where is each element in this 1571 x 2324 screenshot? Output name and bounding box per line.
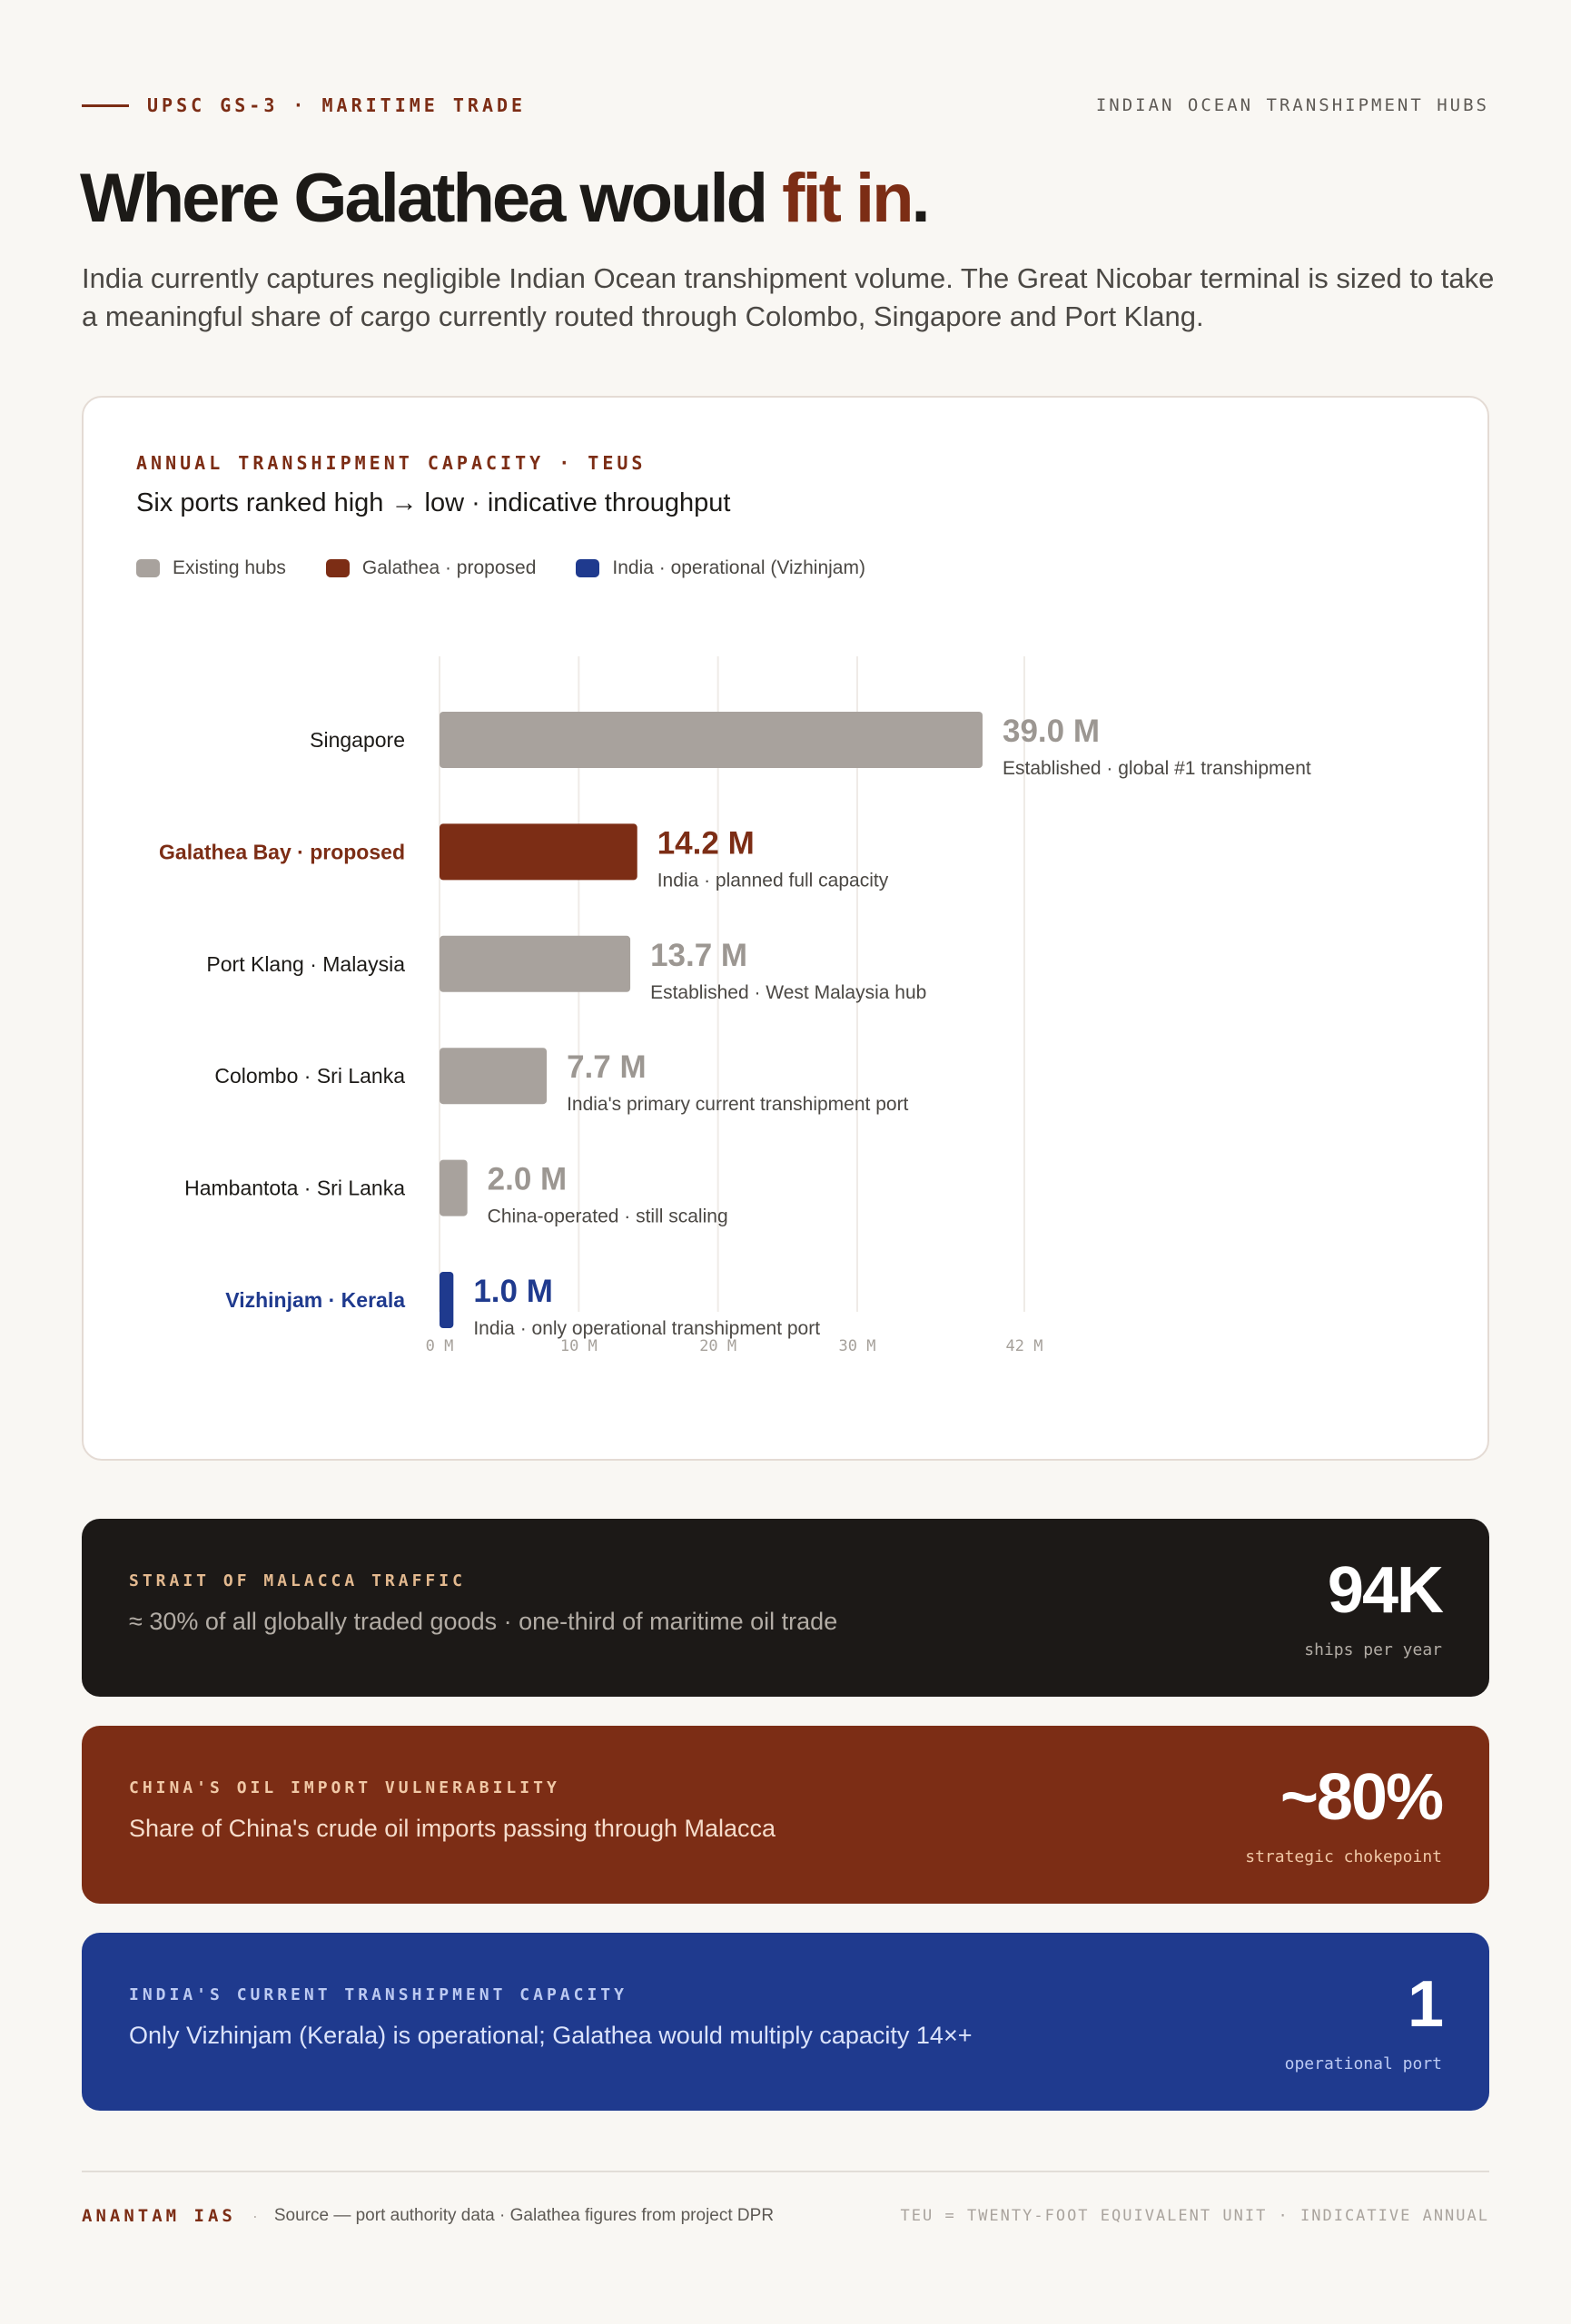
topic-label: INDIAN OCEAN TRANSHIPMENT HUBS	[1095, 95, 1489, 115]
category-label: Vizhinjam · Kerala	[225, 1288, 405, 1312]
eyebrow-label: UPSC GS-3 · MARITIME TRADE	[147, 94, 527, 116]
x-tick-label: 0 M	[425, 1337, 454, 1355]
top-bar	[82, 91, 1489, 120]
bar-annotation: Established · global #1 transhipment	[1003, 758, 1311, 779]
value-label: 2.0 M	[487, 1161, 568, 1197]
footer-separator: ·	[252, 2206, 258, 2225]
bar-annotation: India · only operational transhipment port	[473, 1318, 821, 1339]
footer	[82, 2206, 1489, 2226]
brand-name: ANANTAM IAS	[82, 2206, 236, 2226]
footer-divider	[82, 2171, 1489, 2172]
legend-label-galathea: Galathea · proposed	[361, 557, 537, 578]
stat-unit: strategic chokepoint	[1245, 1847, 1442, 1866]
category-label: Colombo · Sri Lanka	[214, 1064, 405, 1088]
stat-kicker: INDIA'S CURRENT TRANSHIPMENT CAPACITY	[129, 1985, 627, 2004]
value-label: 13.7 M	[650, 937, 748, 973]
x-tick-label: 30 M	[838, 1337, 876, 1355]
page-title	[80, 159, 928, 238]
teu-definition: TEU = TWENTY-FOOT EQUIVALENT UNIT · INDICATIVE ANNUAL	[900, 2207, 1489, 2225]
stat-unit: operational port	[1284, 2054, 1442, 2073]
eyebrow-rule	[82, 104, 129, 107]
stat-value: 1	[1407, 1968, 1442, 2041]
x-tick-label: 10 M	[559, 1337, 598, 1355]
chart-card	[82, 396, 1489, 1461]
value-label: 7.7 M	[567, 1049, 647, 1086]
eyebrow	[82, 94, 526, 116]
stat-kicker: STRAIT OF MALACCA TRAFFIC	[129, 1571, 466, 1590]
value-label: 1.0 M	[473, 1274, 553, 1309]
bar	[440, 1048, 547, 1104]
headline-main: Where Galathea would	[80, 160, 783, 237]
category-label: Hambantota · Sri Lanka	[184, 1176, 405, 1200]
bar-annotation: China-operated · still scaling	[487, 1206, 728, 1227]
category-label: Singapore	[310, 728, 405, 752]
x-tick-label: 20 M	[699, 1337, 737, 1355]
stat-description: Only Vizhinjam (Kerala) is operational; Galathea would multiply capacity 14×+	[129, 2022, 973, 2049]
category-label: Port Klang · Malaysia	[206, 951, 405, 976]
source-note: Source — port authority data · Galathea figures from project DPR	[273, 2206, 775, 2225]
stat-kicker: CHINA'S OIL IMPORT VULNERABILITY	[129, 1778, 560, 1797]
x-tick-label: 42 M	[1005, 1337, 1043, 1355]
chart-title: Six ports ranked high → low · indicative throughput	[136, 488, 731, 517]
lede-paragraph: India currently captures negligible Indian Ocean transhipment volume. The Great Nicobar terminal is sized to take a meaningful share of cargo currently routed through Colombo, Singapore and Port Klang.	[82, 262, 1495, 332]
stat-unit: ships per year	[1304, 1640, 1442, 1659]
headline-accent: fit in	[782, 160, 912, 237]
stat-value: 94K	[1327, 1554, 1442, 1627]
bar	[440, 936, 630, 992]
footer-left	[82, 2206, 774, 2226]
bar	[440, 823, 637, 880]
headline-period: .	[911, 160, 928, 237]
stat-value: ~80%	[1280, 1761, 1442, 1834]
value-label: 14.2 M	[657, 825, 755, 862]
stat-description: ≈ 30% of all globally traded goods · one-third of maritime oil trade	[129, 1608, 838, 1635]
bar	[440, 1272, 453, 1328]
legend-label-existing: Existing hubs	[173, 557, 286, 578]
bar-annotation: Established · West Malaysia hub	[650, 981, 927, 1003]
stat-china-oil	[82, 1726, 1489, 1904]
stat-malacca-traffic	[82, 1519, 1489, 1697]
bar-annotation: India's primary current transhipment port	[567, 1094, 909, 1116]
stat-india-capacity	[82, 1933, 1489, 2111]
legend-label-india: India · operational (Vizhinjam)	[612, 557, 865, 578]
stat-description: Share of China's crude oil imports passing through Malacca	[129, 1815, 776, 1842]
bar-annotation: India · planned full capacity	[657, 870, 889, 891]
bar	[440, 1160, 468, 1216]
category-label: Galathea Bay · proposed	[159, 840, 405, 864]
chart-kicker: ANNUAL TRANSHIPMENT CAPACITY · TEUS	[136, 452, 647, 474]
bar	[440, 712, 983, 768]
bar-chart	[84, 398, 1491, 1462]
value-label: 39.0 M	[1003, 714, 1100, 749]
